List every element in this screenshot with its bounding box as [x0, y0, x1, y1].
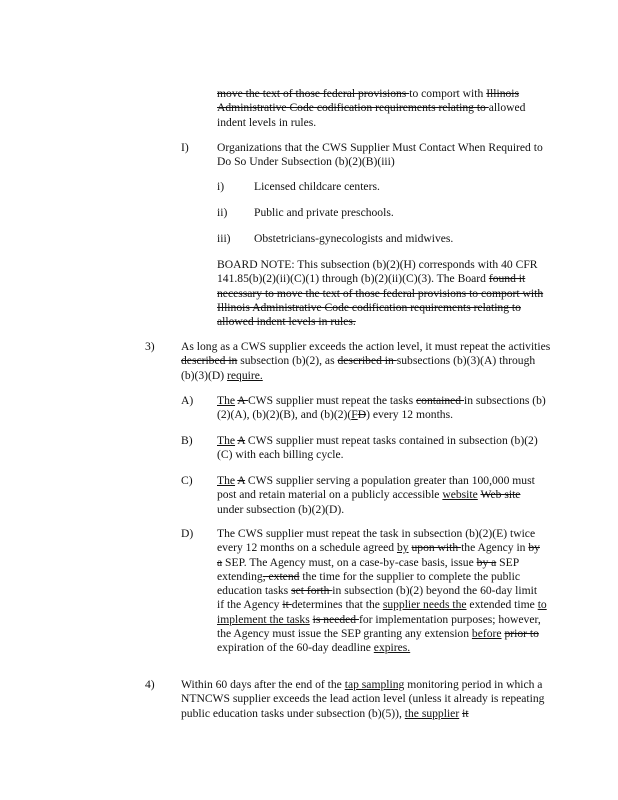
paragraph-item-3A: [217, 394, 547, 423]
text-run: As long as a CWS supplier exceeds the action level, it must repeat the activities: [181, 340, 551, 353]
text-run: the Agency in: [461, 541, 529, 555]
paragraph-item-3B: [217, 434, 547, 463]
inserted-text: supplier needs the: [382, 598, 467, 612]
deleted-text: by a: [217, 541, 540, 569]
inserted-text: website: [442, 488, 478, 502]
text-run: allowed indent levels in rules.: [217, 101, 526, 129]
text-run: ) every 12 months.: [366, 408, 453, 422]
deleted-text: , extend: [262, 569, 300, 583]
paragraph-item-I: [217, 141, 547, 170]
text-run: CWS supplier must repeat tasks contained in subsection (b)(2)(C) with each billing cycle.: [217, 434, 538, 462]
deleted-text: A: [237, 394, 248, 407]
inserted-text: the supplier: [404, 706, 460, 720]
deleted-text: A: [237, 474, 246, 487]
text-run: to comport with: [409, 87, 487, 100]
paragraph-item-4: [181, 678, 551, 721]
deleted-text: described in: [337, 354, 397, 368]
deleted-text: described in: [181, 354, 238, 368]
paragraph-item-i: [254, 180, 544, 194]
text-run: Organizations that the CWS Supplier Must Contact When Required to Do So Under Subsection (b)(2)(B)(iii): [217, 141, 543, 169]
text-run: subsection (b)(2), as: [237, 354, 338, 368]
text-run: for implementation purposes; however, the Agency must issue the SEP granting any extension: [217, 612, 541, 641]
inserted-text: before: [471, 627, 502, 641]
deleted-text: by a: [476, 555, 497, 569]
text-run: Obstetricians-gynecologists and midwives.: [254, 232, 454, 245]
list-label: i): [217, 180, 225, 193]
deleted-text: move the text of those federal provisions: [217, 87, 410, 100]
text-run: Licensed childcare centers.: [254, 180, 380, 193]
paragraph-item-3C: [217, 474, 547, 517]
deleted-text: found it necessary to move the text of those federal provisions to comport with Illinois Administrative Code codification requirements relating to allowed indent levels in rules.: [217, 272, 544, 329]
list-label: 4): [145, 678, 155, 691]
deleted-text: is needed: [312, 612, 359, 626]
text-run: Within 60 days after the end of the: [181, 678, 345, 691]
inserted-text: The: [217, 394, 236, 407]
inserted-text: The: [217, 434, 236, 447]
deleted-text: D: [357, 408, 367, 422]
text-run: The CWS supplier must repeat the task in subsection (b)(2)(E) twice every 12 months on a schedule agreed: [217, 527, 536, 555]
text-run: under subsection (b)(2)(D).: [217, 502, 345, 516]
inserted-text: The: [217, 474, 236, 487]
list-label: B): [181, 434, 193, 447]
text-run: extended time: [466, 598, 538, 612]
text-run: Public and private preschools.: [254, 206, 394, 219]
paragraph-board-note: [217, 258, 547, 329]
list-label: D): [181, 527, 194, 540]
text-run: SEP extending: [217, 555, 519, 583]
deleted-text: Web site: [480, 488, 521, 502]
inserted-text: F: [351, 408, 358, 422]
deleted-text: Illinois Administrative Code codification requirements relating to: [217, 87, 520, 115]
inserted-text: tap sampling: [344, 678, 405, 691]
list-label: ii): [217, 206, 228, 219]
paragraph-carryover: [217, 87, 547, 130]
list-label: 3): [145, 340, 155, 353]
deleted-text: it: [282, 598, 292, 612]
inserted-text: require.: [227, 368, 263, 382]
text-run: in subsections (b)(2)(A), (b)(2)(B), and (b)(2)(: [217, 394, 546, 422]
deleted-text: A: [237, 434, 246, 447]
text-run: CWS supplier must repeat the tasks: [247, 394, 417, 407]
list-label: I): [181, 141, 189, 154]
text-run: the time for the supplier to complete the public education tasks: [217, 569, 520, 598]
text-run: expiration of the 60-day deadline: [217, 641, 374, 655]
deleted-text: upon with: [411, 541, 462, 555]
paragraph-item-3: [181, 340, 551, 383]
text-run: SEP. The Agency must, on a case-by-case basis, issue: [222, 555, 477, 569]
text-run: determines that the: [291, 598, 383, 612]
inserted-text: expires.: [373, 641, 411, 655]
paragraph-item-iii: [254, 232, 544, 246]
deleted-text: it: [462, 706, 469, 720]
deleted-text: set forth: [291, 584, 333, 598]
text-run: monitoring period in which a NTNCWS supplier exceeds the lead action level (unless it already is repeating public education tasks under subsection (b)(5)),: [181, 678, 545, 720]
list-label: A): [181, 394, 194, 407]
paragraph-item-ii: [254, 206, 544, 220]
inserted-text: to implement the tasks: [217, 598, 547, 626]
deleted-text: prior to: [504, 627, 539, 641]
list-label: C): [181, 474, 193, 487]
inserted-text: by: [396, 541, 409, 555]
text-run: subsections (b)(3)(A) through (b)(3)(D): [181, 354, 536, 382]
text-run: in subsection (b)(2) beyond the 60-day limit if the Agency: [217, 584, 538, 612]
paragraph-item-3D: [217, 527, 547, 656]
deleted-text: contained: [416, 394, 464, 407]
text-run: BOARD NOTE: This subsection (b)(2)(H) corresponds with 40 CFR 141.85(b)(2)(ii)(C)(1) through (b)(2)(ii)(C)(3). The Board: [217, 258, 538, 286]
list-label: iii): [217, 232, 231, 245]
text-run: CWS supplier serving a population greater than 100,000 must post and retain material on a publicly accessible: [217, 474, 535, 502]
